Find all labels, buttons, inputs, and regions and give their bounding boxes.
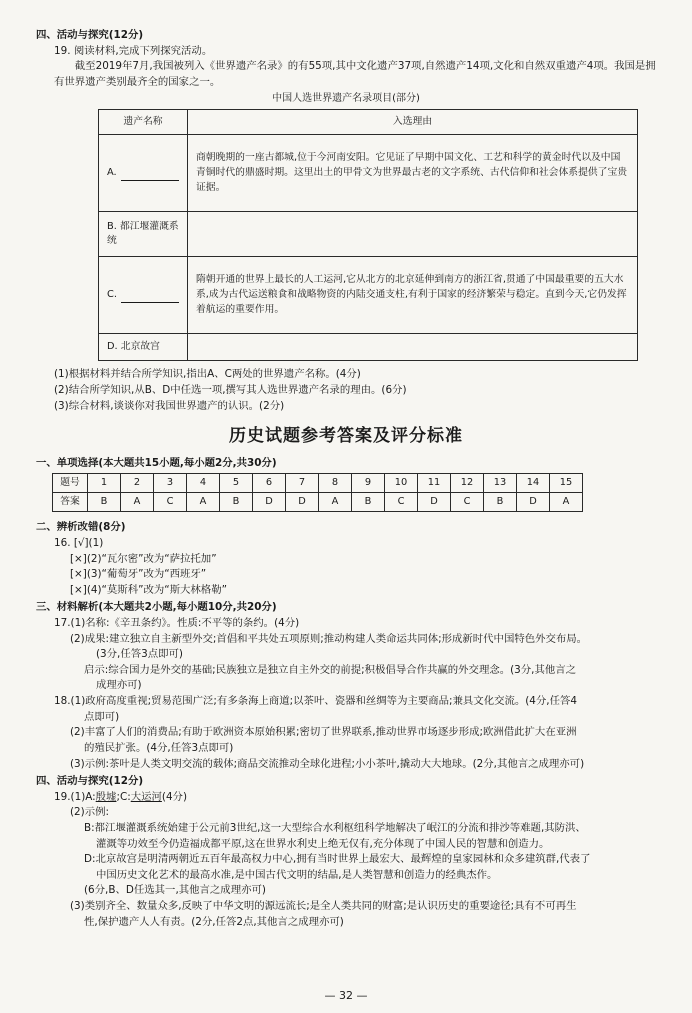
answer-cell: A [550, 493, 583, 512]
question-number-cell: 3 [154, 474, 187, 493]
answer-cell: D [286, 493, 319, 512]
table-caption: 中国人选世界遗产名录项目(部分) [272, 93, 420, 105]
answer-c-name: 大运河 [130, 790, 162, 803]
question-number-cell: 9 [352, 474, 385, 493]
answer-19-3: (3)类别齐全、数量众多,反映了中华文明的源远流长;是全人类共同的财富;是认识历史的重要途径;具有不可再生 [70, 900, 577, 912]
answer-19-2: (2)示例: [70, 806, 110, 819]
question-number-cell: 8 [319, 474, 352, 493]
question-number-cell: 5 [220, 474, 253, 493]
heritage-name-a: A. [99, 135, 188, 212]
col-header-reason: 入选理由 [188, 110, 638, 135]
answer-row [53, 493, 583, 512]
question-number-cell: 4 [187, 474, 220, 493]
answer-cell: A [121, 493, 154, 512]
heritage-reason-b [188, 212, 638, 257]
answer-key-title: 历史试题参考答案及评分标准 [229, 426, 463, 447]
question-number-cell: 13 [484, 474, 517, 493]
answer-19-2-b: B:都江堰灌溉系统始建于公元前3世纪,这一大型综合水利枢纽科学地解决了岷江的分流和排沙等难题,其防洪、 [84, 821, 586, 834]
answer-17-2-score: (3分,任答3点即可) [96, 648, 183, 661]
question-number-row [53, 474, 583, 493]
question-number-cell: 10 [385, 474, 418, 493]
answer-19-3-cont: 性,保护遗产人人有责。(2分,任答2点,其他言之成理亦可) [84, 915, 344, 928]
col-header-name: 遗产名称 [99, 110, 188, 135]
answer-cell: C [154, 493, 187, 512]
answer-19-2-b-cont: 灌溉等功效至今仍造福成都平原,这在世界水利史上绝无仅有,充分体现了中国人民的智慧和创造力。 [96, 837, 550, 850]
section-heading-analysis: 三、材料解析(本大题共2小题,每小题10分,共20分) [36, 601, 277, 614]
question-number-cell: 1 [88, 474, 121, 493]
section-heading-activity: 四、活动与探究(12分) [36, 29, 144, 41]
answer-cell: D [418, 493, 451, 512]
answer-18-1-cont: 点即可) [84, 710, 120, 723]
row-label-answer: 答案 [53, 493, 88, 512]
section-heading-mc: 一、单项选择(本大题共15小题,每小题2分,共30分) [36, 456, 277, 469]
correction-line: 16. [√](1) [54, 536, 104, 549]
answer-cell: C [451, 493, 484, 512]
answer-cell: A [319, 493, 352, 512]
answer-19-2-d: D:北京故宫是明清两朝近五百年最高权力中心,拥有当时世界上最宏大、最辉煌的皇家园林和众多建筑群,代表了 [84, 853, 591, 866]
heritage-reason-d [188, 334, 638, 361]
mc-answer-table [52, 473, 583, 512]
correction-line: [×](2)“瓦尔密”改为“萨拉托加” [70, 552, 217, 565]
page-number: — 32 — [324, 989, 368, 1002]
heritage-name-d: D. 北京故宫 [99, 334, 188, 361]
question-19-sub2: (2)结合所学知识,从B、D中任选一项,撰写其人选世界遗产名录的理由。(6分) [54, 384, 407, 397]
answer-18-2: (2)丰富了人们的消费品;有助于欧洲资本原始积累;密切了世界联系,推动世界市场逐步形成;欧洲借此扩大在亚洲 [70, 726, 577, 739]
question-number-cell: 12 [451, 474, 484, 493]
answer-cell: B [352, 493, 385, 512]
answer-19-2-note: (6分,B、D任选其一,其他言之成理亦可) [84, 884, 266, 897]
question-number-cell: 15 [550, 474, 583, 493]
table-row [99, 257, 638, 334]
table-header-row [99, 110, 638, 135]
answer-cell: D [253, 493, 286, 512]
answer-19-2-d-cont: 中国历史文化艺术的最高水准,是中国古代文明的结晶,是人类智慧和创造力的经典杰作。 [96, 868, 498, 881]
question-19-sub3: (3)综合材料,谈谈你对我国世界遗产的认识。(2分) [54, 399, 285, 412]
answer-18-1: 18.(1)政府高度重视;贸易范围广泛;有多条海上商道;以茶叶、瓷器和丝绸等为主要商品;兼具文化交流。(4分,任答4 [54, 695, 578, 708]
question-number-cell: 6 [253, 474, 286, 493]
answer-17-1: 17.(1)名称:《辛丑条约》。性质:不平等的条约。(4分) [54, 617, 300, 630]
answer-cell: A [187, 493, 220, 512]
answer-cell: B [88, 493, 121, 512]
heritage-reason-a: 商朝晚期的一座古都城,位于今河南安阳。它见证了早期中国文化、工艺和科学的黄金时代以及中国青铜时代的鼎盛时期。这里出土的甲骨文为世界最古老的文字系统、古代信仰和社会体系提供了宝贵证据。 [188, 135, 638, 212]
heritage-name-b: B. 都江堰灌溉系统 [99, 212, 188, 257]
answer-a-name: 殷墟 [95, 790, 117, 803]
question-number-cell: 2 [121, 474, 154, 493]
answer-blank [121, 170, 179, 181]
table-row [99, 135, 638, 212]
table-row [99, 212, 638, 257]
question-number-cell: 11 [418, 474, 451, 493]
question-19-sub1: (1)根据材料并结合所学知识,指出A、C两处的世界遗产名称。(4分) [54, 368, 361, 381]
answer-cell: B [220, 493, 253, 512]
answer-17-2: (2)成果:建立独立自主新型外交;首倡和平共处五项原则;推动构建人类命运共同体;形成新时代中国特色外交布局。 [70, 632, 588, 645]
row-label-number: 题号 [53, 474, 88, 493]
answer-18-2-cont: 的殖民扩张。(4分,任答3点即可) [84, 741, 234, 754]
question-19-intro: 19. 阅读材料,完成下列探究活动。 [54, 44, 213, 57]
answer-cell: B [484, 493, 517, 512]
heritage-name-c: C. [99, 257, 188, 334]
correction-line: [×](4)“莫斯科”改为“斯大林格勒” [70, 583, 227, 596]
section-heading-correction: 二、辨析改错(8分) [36, 521, 126, 534]
answer-18-3: (3)示例:茶叶是人类文明交流的载体;商品交流推动全球化进程;小小茶叶,撬动大大地球。(2分,其他言之成理亦可) [70, 757, 585, 770]
answer-cell: D [517, 493, 550, 512]
heritage-reason-c: 隋朝开通的世界上最长的人工运河,它从北方的北京延伸到南方的浙江省,贯通了中国最重要的五大水系,成为古代运送粮食和战略物资的内陆交通支柱,有利于国家的经济繁荣与稳定。直到今天,它仍发挥着航运的重要作用。 [188, 257, 638, 334]
question-number-cell: 14 [517, 474, 550, 493]
answer-blank [121, 292, 179, 303]
question-number-cell: 7 [286, 474, 319, 493]
answer-cell: C [385, 493, 418, 512]
section-heading-activity-answers: 四、活动与探究(12分) [36, 775, 144, 788]
answer-17-2-insight-cont: 成理亦可) [96, 679, 142, 692]
material-paragraph: 截至2019年7月,我国被列入《世界遗产名录》的有55项,其中文化遗产37项,自然遗产14项,文化和自然双重遗产4项。我国是拥有世界遗产类别最齐全的国家之一。 [54, 60, 656, 88]
table-row [99, 334, 638, 361]
answer-17-2-insight: 启示:综合国力是外交的基础;民族独立是独立自主外交的前提;积极倡导合作共赢的外交理念。(3分,其他言之 [84, 663, 577, 676]
correction-line: [×](3)“葡萄牙”改为“西班牙” [70, 568, 207, 581]
heritage-table [98, 109, 638, 361]
answer-19-1: 19.(1)A:殷墟;C:大运河(4分) [54, 790, 187, 803]
